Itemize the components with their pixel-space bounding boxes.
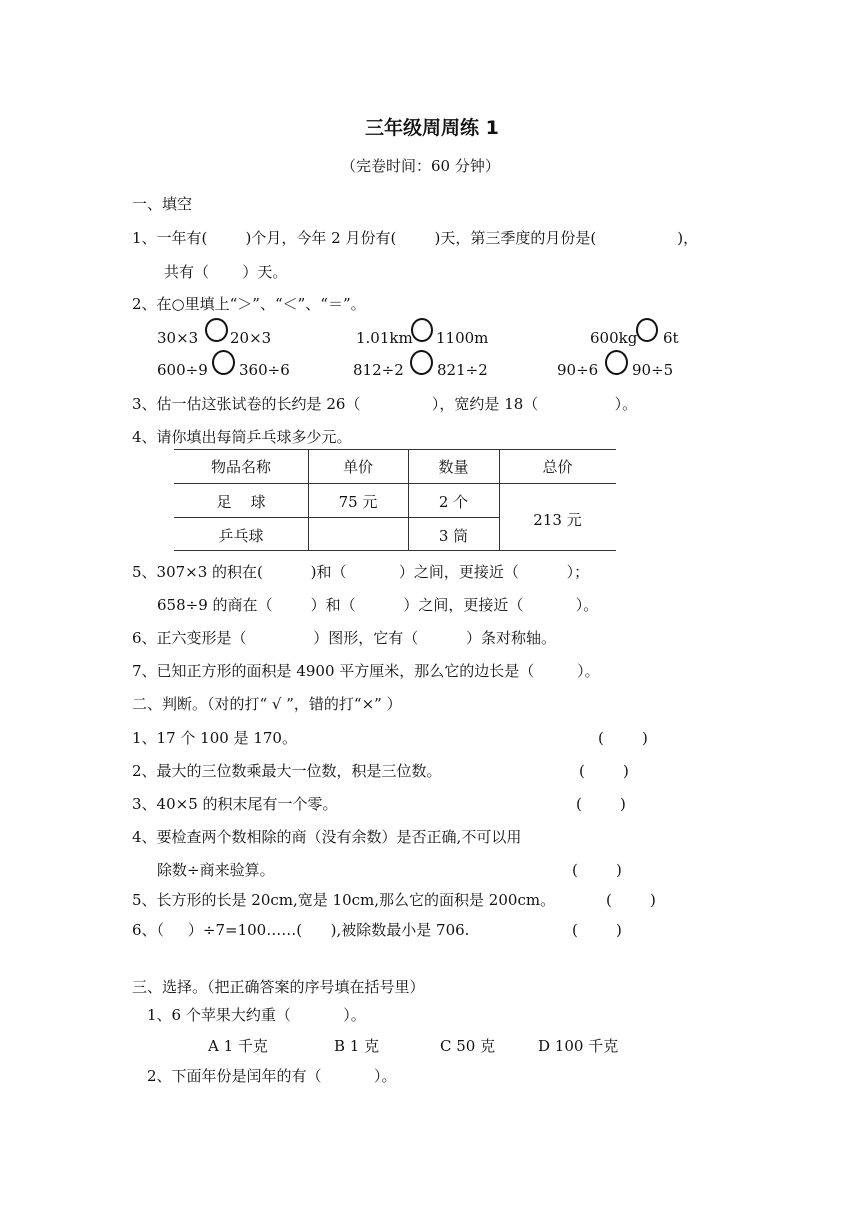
table-cell: 乒乓球 <box>218 527 264 545</box>
judge-question-2: 2、最大的三位数乘最大一位数，积是三位数。 <box>132 762 442 780</box>
choice-option-a[interactable]: A 1 千克 <box>208 1037 268 1055</box>
compare-circle[interactable] <box>410 350 433 375</box>
section-3-heading: 三、选择。（把正确答案的序号填在括号里） <box>132 978 425 996</box>
page-subtitle: （完卷时间：60 分钟） <box>341 157 500 175</box>
question-1-1-line1: 1、一年有( )个月，今年 2 月份有( )天，第三季度的月份是( )， <box>132 229 699 247</box>
compare-right: 1100m <box>436 329 489 347</box>
table-header: 总价 <box>542 458 573 476</box>
compare-right: 20×3 <box>230 329 272 347</box>
table-header: 单价 <box>342 458 373 476</box>
question-1-7: 7、已知正方形的面积是 4900 平方厘米，那么它的边长是（ ）。 <box>132 662 600 680</box>
compare-circle[interactable] <box>212 350 235 375</box>
page-title: 三年级周周练 1 <box>365 117 499 139</box>
choice-option-b[interactable]: B 1 克 <box>334 1037 380 1055</box>
judge-question-4-line1: 4、要检查两个数相除的商（没有余数）是否正确,不可以用 <box>132 828 522 846</box>
question-1-5-line2: 658÷9 的商在（ ）和（ ）之间，更接近（ ）。 <box>157 596 599 614</box>
compare-circle[interactable] <box>205 318 228 342</box>
compare-right: 6t <box>663 329 679 347</box>
judge-answer-blank[interactable]: ( ) <box>572 861 622 879</box>
compare-left: 812÷2 <box>353 361 404 379</box>
judge-answer-blank[interactable]: ( ) <box>579 762 629 780</box>
compare-right: 360÷6 <box>239 361 290 379</box>
judge-answer-blank[interactable]: ( ) <box>606 891 656 909</box>
judge-question-4-line2: 除数÷商来验算。 <box>157 861 275 879</box>
judge-answer-blank[interactable]: ( ) <box>576 795 626 813</box>
table-header: 数量 <box>438 458 469 476</box>
table-cell: 足 球 <box>216 493 266 511</box>
section-1-heading: 一、填空 <box>132 195 193 213</box>
table-cell: 75 元 <box>338 493 378 511</box>
question-1-4: 4、请你填出每筒乒乓球多少元。 <box>132 428 352 446</box>
judge-question-6: 6、（ ）÷7=100……( ),被除数最小是 706. <box>132 921 470 939</box>
question-1-5-line1: 5、307×3 的积在( )和（ ）之间，更接近（ ）； <box>132 563 590 581</box>
compare-left: 600kg <box>590 329 638 347</box>
section-2-heading: 二、判断。（对的打“ √ ”，错的打“×” ） <box>132 695 402 713</box>
compare-right: 90÷5 <box>632 361 674 379</box>
judge-question-3: 3、40×5 的积末尾有一个零。 <box>132 795 338 813</box>
choice-option-c[interactable]: C 50 克 <box>440 1037 496 1055</box>
table-header: 物品名称 <box>210 458 271 476</box>
table-cell: 2 个 <box>438 493 469 511</box>
judge-question-1: 1、17 个 100 是 170。 <box>132 729 297 747</box>
compare-circle[interactable] <box>411 318 433 342</box>
judge-answer-blank[interactable]: ( ) <box>572 921 622 939</box>
compare-left: 1.01km <box>356 329 413 347</box>
question-1-6: 6、正六变形是（ ）图形，它有（ ）条对称轴。 <box>132 629 556 647</box>
judge-question-5: 5、长方形的长是 20cm,宽是 10cm,那么它的面积是 200cm。 <box>132 891 556 909</box>
question-1-2: 2、在○里填上“＞”、“＜”、“＝”。 <box>132 295 366 313</box>
judge-answer-blank[interactable]: ( ) <box>598 729 648 747</box>
compare-right: 821÷2 <box>437 361 488 379</box>
table-cell: 3 筒 <box>438 527 469 545</box>
choice-option-d[interactable]: D 100 千克 <box>538 1037 619 1055</box>
table-total-cell: 213 元 <box>533 511 582 529</box>
choice-question-2: 2、下面年份是闰年的有（ ）。 <box>147 1067 397 1085</box>
compare-left: 90÷6 <box>557 361 599 379</box>
compare-left: 600÷9 <box>157 361 208 379</box>
choice-question-1: 1、6 个苹果大约重（ ）。 <box>147 1006 366 1024</box>
question-1-1-line2: 共有（ ）天。 <box>164 263 288 281</box>
compare-circle[interactable] <box>605 350 628 375</box>
question-1-3: 3、估一估这张试卷的长约是 26（ ），宽约是 18（ ）。 <box>132 395 638 413</box>
compare-left: 30×3 <box>157 329 199 347</box>
compare-circle[interactable] <box>636 318 658 342</box>
